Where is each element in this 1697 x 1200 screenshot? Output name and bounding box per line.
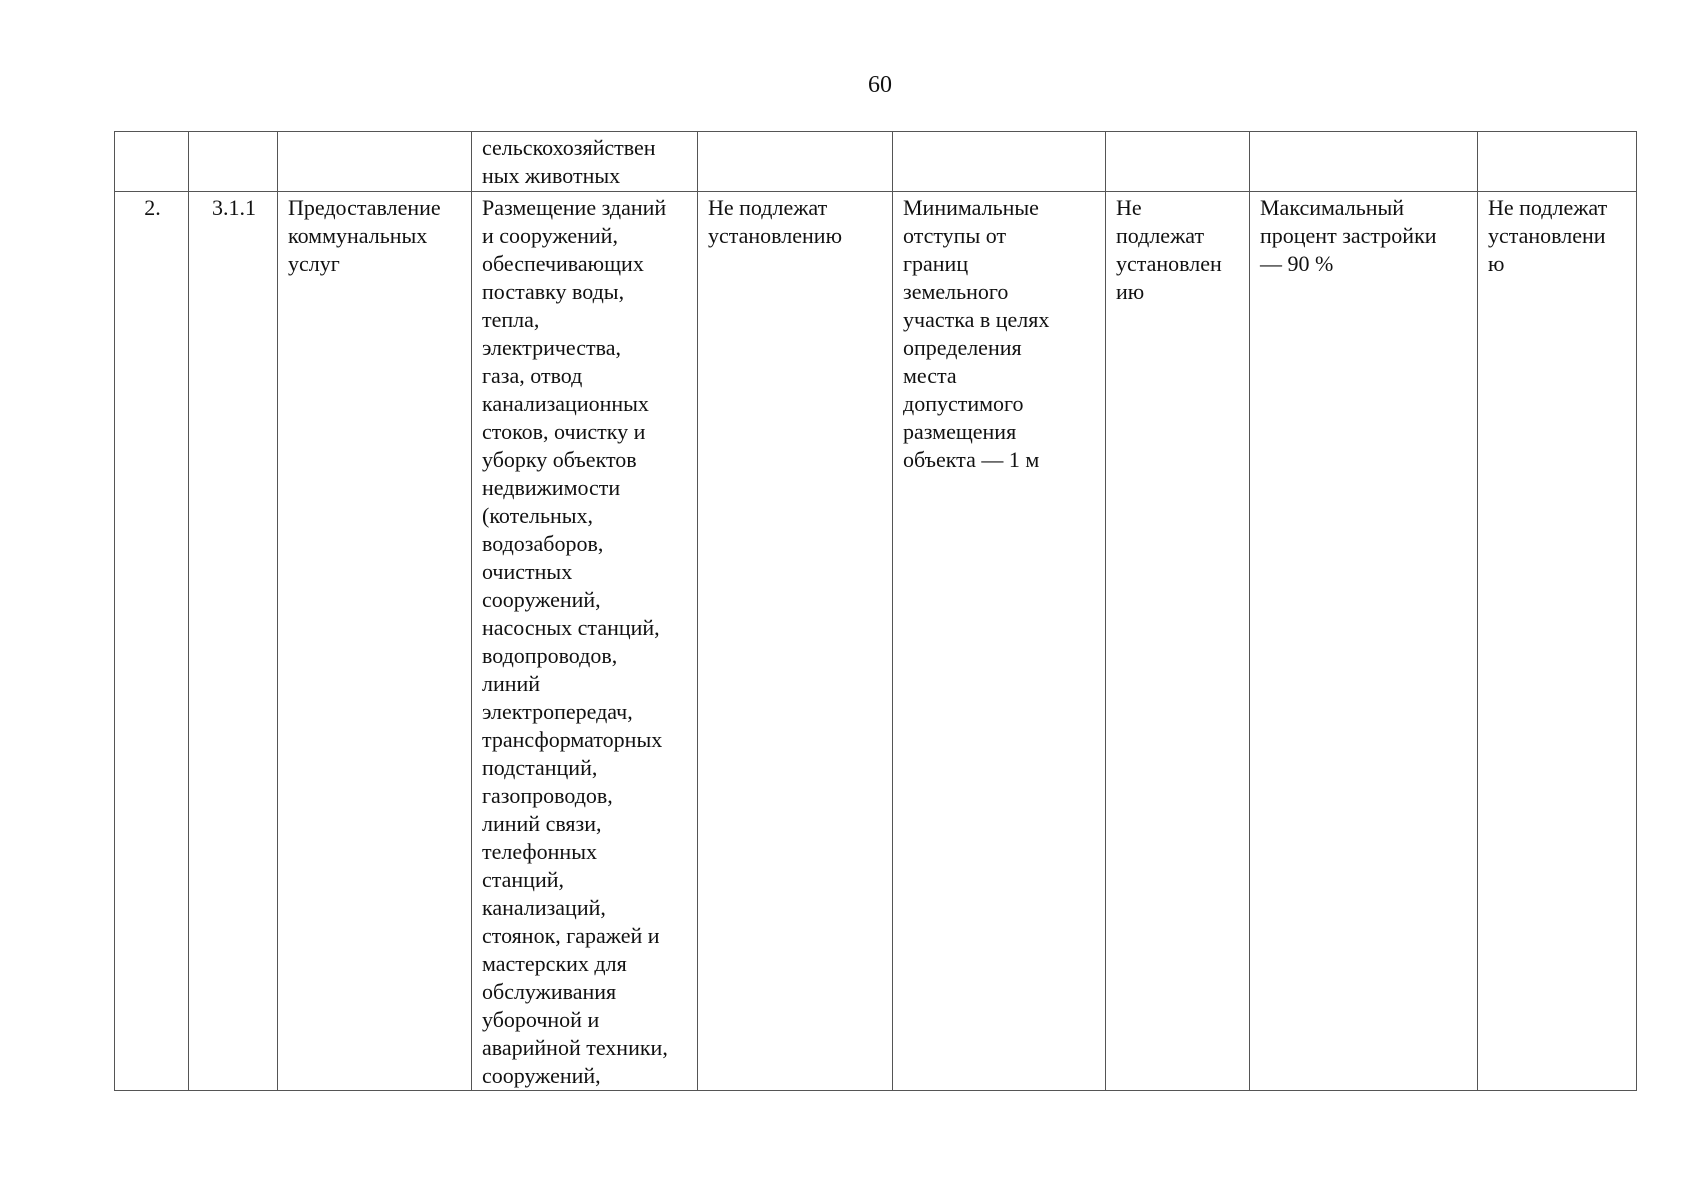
text-line: подстанций, (482, 755, 598, 780)
text-line: обеспечивающих (482, 251, 644, 276)
text-line: установлению (708, 223, 843, 248)
cell-col5 (698, 132, 893, 192)
text-line: уборочной и (482, 1007, 600, 1032)
page-number: 60 (868, 72, 892, 98)
cell-col7 (1106, 192, 1250, 1091)
cell-description (472, 192, 698, 1091)
text-line: услуг (288, 251, 340, 276)
text-line: Не (1116, 195, 1142, 220)
cell-num (115, 132, 189, 192)
text-line: коммунальных (288, 223, 428, 248)
text-line: стоянок, гаражей и (482, 923, 660, 948)
text-line: поставку воды, (482, 279, 625, 304)
text-line: Предоставление (288, 195, 441, 220)
text-line: (котельных, (482, 503, 594, 528)
text-line: сооружений, (482, 1063, 601, 1088)
text-line: сооружений, (482, 587, 601, 612)
text-line: — 90 % (1260, 251, 1334, 276)
text-line: Не подлежат (1488, 195, 1608, 220)
text-line: Размещение зданий (482, 195, 667, 220)
text-line: канализаций, (482, 895, 606, 920)
text-line: водозаборов, (482, 531, 604, 556)
text-line: ных животных (482, 163, 621, 188)
text-line: трансформаторных (482, 727, 663, 752)
text-line: электропередач, (482, 699, 633, 724)
cell-name (278, 132, 472, 192)
text-line: Максимальный (1260, 195, 1405, 220)
text-line: аварийной техники, (482, 1035, 668, 1060)
text-line: границ (903, 251, 969, 276)
text-line: газа, отвод (482, 363, 583, 388)
text-line: обслуживания (482, 979, 617, 1004)
text-line: допустимого (903, 391, 1024, 416)
cell-code (189, 132, 278, 192)
text-line: станций, (482, 867, 565, 892)
table-row (115, 192, 1637, 1091)
cell-col6 (893, 132, 1106, 192)
text-line: Минимальные (903, 195, 1039, 220)
text-line: электричества, (482, 335, 621, 360)
cell-col7 (1106, 132, 1250, 192)
text-line: и сооружений, (482, 223, 618, 248)
text-line: тепла, (482, 307, 540, 332)
cell-col9 (1478, 132, 1637, 192)
text-line: объекта — 1 м (903, 447, 1040, 472)
text-line: уборку объектов (482, 447, 637, 472)
text-line: ию (1116, 279, 1145, 304)
cell-name (278, 192, 472, 1091)
text-line: определения (903, 335, 1022, 360)
text-line: стоков, очистку и (482, 419, 646, 444)
cell-description (472, 132, 698, 192)
text-line: насосных станций, (482, 615, 660, 640)
text-line: линий (482, 671, 541, 696)
text-line: очистных (482, 559, 573, 584)
text-line: сельскохозяйствен (482, 135, 656, 160)
text-line: подлежат (1116, 223, 1205, 248)
text-line: ю (1488, 251, 1505, 276)
text-line: телефонных (482, 839, 597, 864)
text-line: установлен (1116, 251, 1222, 276)
text-line: водопроводов, (482, 643, 618, 668)
text-line: отступы от (903, 223, 1007, 248)
text-line: линий связи, (482, 811, 602, 836)
text-line: канализационных (482, 391, 649, 416)
cell-col8 (1250, 192, 1478, 1091)
cell-col5 (698, 192, 893, 1091)
text-line: газопроводов, (482, 783, 613, 808)
table-row-continuation (115, 132, 1637, 192)
text-line: Не подлежат (708, 195, 828, 220)
text-line: земельного (903, 279, 1009, 304)
text-line: мастерских для (482, 951, 627, 976)
text-line: размещения (903, 419, 1017, 444)
text-line: недвижимости (482, 475, 621, 500)
cell-col9 (1478, 192, 1637, 1091)
text-line: места (903, 363, 957, 388)
text-line: установлени (1488, 223, 1606, 248)
cell-col8 (1250, 132, 1478, 192)
text-line: участка в целях (903, 307, 1050, 332)
cell-code: 3.1.1 (189, 192, 278, 1091)
cell-num: 2. (115, 192, 189, 1091)
cell-col6 (893, 192, 1106, 1091)
zoning-table (114, 131, 1637, 1091)
text-line: процент застройки (1260, 223, 1437, 248)
